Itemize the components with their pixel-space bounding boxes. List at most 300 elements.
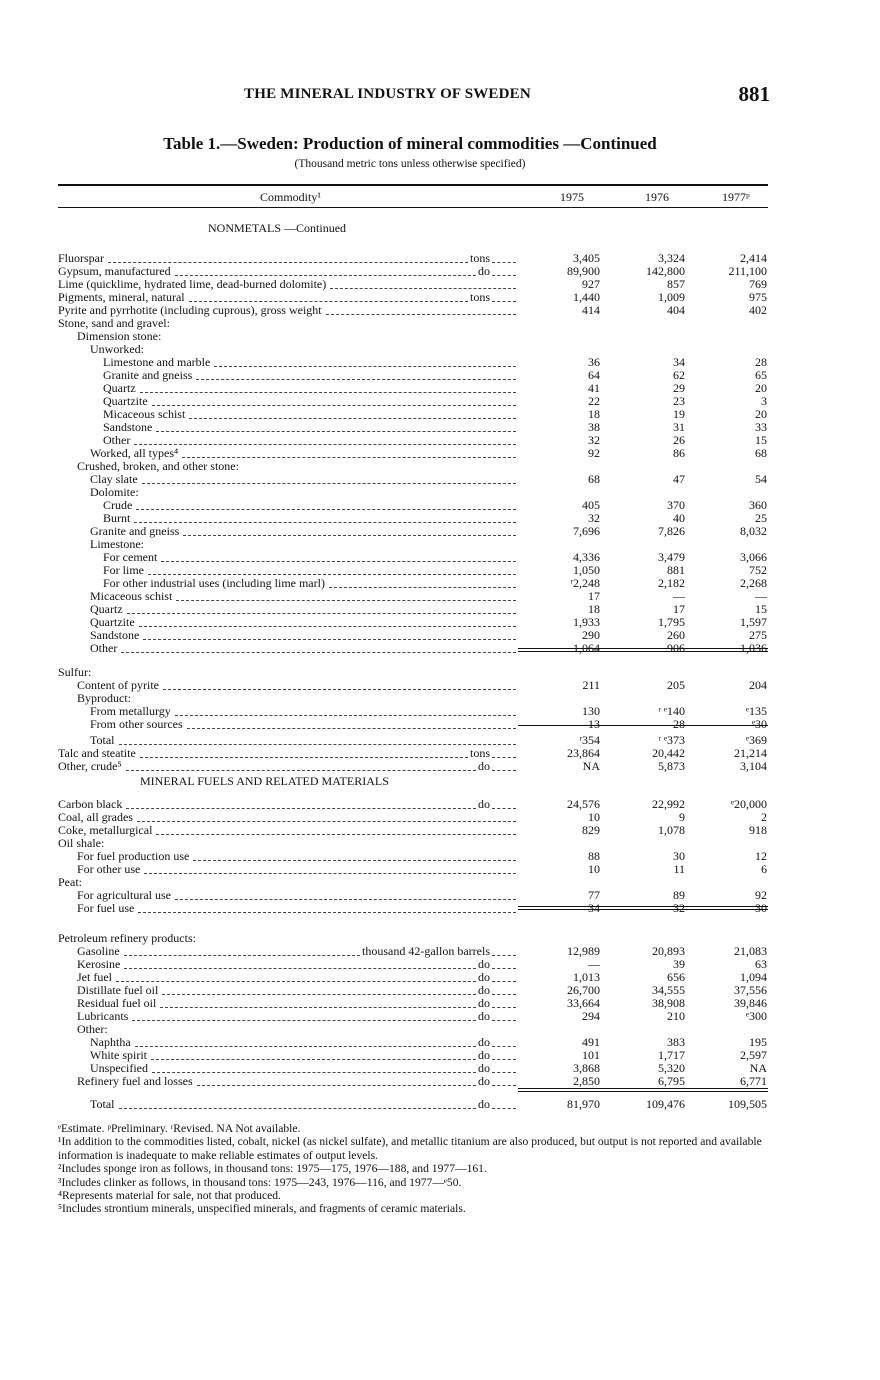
row-label: NONMETALS —Continued xyxy=(208,221,347,235)
cell-1975: 1,933 xyxy=(573,615,600,629)
dot-leader xyxy=(182,457,516,458)
cell-1977: 360 xyxy=(749,498,767,512)
section-heading xyxy=(0,775,880,788)
row-label: Granite and gneiss xyxy=(90,524,180,538)
cell-1976: 1,795 xyxy=(658,615,685,629)
cell-1975: 34 xyxy=(588,901,600,915)
row-label: Stone, sand and gravel: xyxy=(58,316,170,330)
cell-1977: 402 xyxy=(749,303,767,317)
dot-leader xyxy=(214,366,516,367)
dot-leader xyxy=(156,431,516,432)
column-header-1975: 1975 xyxy=(560,190,584,204)
row-unit: tons xyxy=(469,746,490,760)
cell-1975: ʳ354 xyxy=(579,733,600,747)
cell-1975: 32 xyxy=(588,511,600,525)
footnote-1: ¹In addition to the commodities listed, cobalt, nickel (as nickel sulfate), and metallic titanium are also produced, but output is not reported and available information is inadequate to make reliable estimates of output levels. xyxy=(58,1135,762,1162)
row-label: Micaceous schist xyxy=(90,589,173,603)
cell-1975: 294 xyxy=(582,1009,600,1023)
group-heading xyxy=(0,486,880,499)
cell-1977: 15 xyxy=(755,433,767,447)
dot-leader xyxy=(108,262,468,263)
footnote-3: ³Includes clinker as follows, in thousand tons: 1975—243, 1976—116, and 1977—ᵉ50. xyxy=(58,1175,462,1189)
cell-1976: 28 xyxy=(673,717,685,731)
dot-leader xyxy=(135,1046,476,1047)
dot-leader xyxy=(492,808,516,809)
dot-leader xyxy=(492,770,516,771)
row-label: Pyrite and pyrrhotite (including cuprous), gross weight xyxy=(58,303,322,317)
dot-leader xyxy=(492,275,516,276)
cell-1976: 89 xyxy=(673,888,685,902)
cell-1975: 88 xyxy=(588,849,600,863)
cell-1976: 404 xyxy=(667,303,685,317)
cell-1976: 3,479 xyxy=(658,550,685,564)
table-row xyxy=(0,760,880,773)
row-unit: do xyxy=(478,797,490,811)
dot-leader xyxy=(134,444,516,445)
cell-1975: 18 xyxy=(588,407,600,421)
footnote-2: ²Includes sponge iron as follows, in thousand tons: 1975—175, 1976—188, and 1977—161. xyxy=(58,1162,487,1176)
row-label: Petroleum refinery products: xyxy=(58,931,196,945)
dot-leader xyxy=(492,1108,516,1109)
dot-leader xyxy=(176,600,516,601)
cell-1975: 491 xyxy=(582,1035,600,1049)
total-rule xyxy=(518,725,768,726)
row-label: Coal, all grades xyxy=(58,810,133,824)
cell-1976: 5,320 xyxy=(658,1061,685,1075)
cell-1977: 65 xyxy=(755,368,767,382)
row-label: Quartzite xyxy=(103,394,148,408)
cell-1977: 109,505 xyxy=(728,1097,767,1111)
cell-1977: 3 xyxy=(761,394,767,408)
cell-1975: 3,868 xyxy=(573,1061,600,1075)
table-row xyxy=(0,945,880,958)
cell-1977: 21,083 xyxy=(734,944,767,958)
row-label: Carbon black xyxy=(58,797,123,811)
cell-1977: 2 xyxy=(761,810,767,824)
dot-leader xyxy=(156,834,516,835)
cell-1976: 7,826 xyxy=(658,524,685,538)
cell-1977: 8,032 xyxy=(740,524,767,538)
cell-1976: 1,078 xyxy=(658,823,685,837)
row-label: From metallurgy xyxy=(90,704,171,718)
cell-1976: 19 xyxy=(673,407,685,421)
section-heading xyxy=(0,222,880,235)
dot-leader xyxy=(197,1085,476,1086)
cell-1976: 656 xyxy=(667,970,685,984)
cell-1977: 211,100 xyxy=(728,264,767,278)
cell-1977: 2,414 xyxy=(740,251,767,265)
dot-leader xyxy=(126,770,476,771)
dot-leader xyxy=(492,1072,516,1073)
dot-leader xyxy=(492,1046,516,1047)
cell-1976: 210 xyxy=(667,1009,685,1023)
cell-1976: 20,442 xyxy=(652,746,685,760)
row-label: Peat: xyxy=(58,875,82,889)
cell-1976: 20,893 xyxy=(652,944,685,958)
row-label: Jet fuel xyxy=(77,970,112,984)
row-label: Clay slate xyxy=(90,472,138,486)
dot-leader xyxy=(175,715,516,716)
dot-leader xyxy=(193,860,516,861)
table-row xyxy=(0,679,880,692)
cell-1977: NA xyxy=(749,1061,767,1075)
row-label: Micaceous schist xyxy=(103,407,186,421)
dot-leader xyxy=(119,744,517,745)
row-label: Limestone: xyxy=(90,537,144,551)
cell-1975: 414 xyxy=(582,303,600,317)
row-label: Granite and gneiss xyxy=(103,368,193,382)
cell-1976: 29 xyxy=(673,381,685,395)
cell-1977: 28 xyxy=(755,355,767,369)
dot-leader xyxy=(492,262,516,263)
table-row xyxy=(0,499,880,512)
cell-1977: 275 xyxy=(749,628,767,642)
dot-leader xyxy=(189,418,516,419)
cell-1975: 24,576 xyxy=(567,797,600,811)
row-label: Byproduct: xyxy=(77,691,131,705)
table-row xyxy=(0,1075,880,1088)
cell-1976: 39 xyxy=(673,957,685,971)
row-label: Lime (quicklime, hydrated lime, dead-burned dolomite) xyxy=(58,277,327,291)
dot-leader xyxy=(326,314,516,315)
row-label: Quartzite xyxy=(90,615,135,629)
dot-leader xyxy=(124,968,476,969)
table-row xyxy=(0,1010,880,1023)
cell-1977: 6,771 xyxy=(740,1074,767,1088)
dot-leader xyxy=(143,639,516,640)
cell-1976: 1,009 xyxy=(658,290,685,304)
cell-1976: 32 xyxy=(673,901,685,915)
dot-leader xyxy=(492,1085,516,1086)
dot-leader xyxy=(492,981,516,982)
table-row xyxy=(0,863,880,876)
row-label: Talc and steatite xyxy=(58,746,136,760)
cell-1976: 5,873 xyxy=(658,759,685,773)
dot-leader xyxy=(160,1007,476,1008)
cell-1977: 54 xyxy=(755,472,767,486)
row-label: Worked, all types⁴ xyxy=(90,446,179,460)
cell-1975: 1,050 xyxy=(573,563,600,577)
running-title: THE MINERAL INDUSTRY OF SWEDEN xyxy=(244,86,531,102)
cell-1975: 77 xyxy=(588,888,600,902)
cell-1975: 68 xyxy=(588,472,600,486)
dot-leader xyxy=(137,821,516,822)
row-label: For fuel production use xyxy=(77,849,190,863)
cell-1975: 7,696 xyxy=(573,524,600,538)
cell-1977: 92 xyxy=(755,888,767,902)
row-label: Crude xyxy=(103,498,133,512)
cell-1975: 33,664 xyxy=(567,996,600,1010)
dot-leader xyxy=(127,613,516,614)
cell-1976: 38,908 xyxy=(652,996,685,1010)
total-rule xyxy=(518,909,768,910)
total-rule xyxy=(518,1088,768,1089)
dot-leader xyxy=(139,626,516,627)
cell-1977: 20 xyxy=(755,407,767,421)
row-label: Other xyxy=(90,641,118,655)
cell-1977: 1,597 xyxy=(740,615,767,629)
row-label: Fluorspar xyxy=(58,251,104,265)
row-unit: do xyxy=(478,996,490,1010)
dot-leader xyxy=(151,1059,476,1060)
dot-leader xyxy=(132,1020,476,1021)
cell-1975: 1,064 xyxy=(573,641,600,655)
cell-1977: 918 xyxy=(749,823,767,837)
cell-1977: 6 xyxy=(761,862,767,876)
cell-1977: ᵉ30 xyxy=(751,717,767,731)
cell-1975: ʳ2,248 xyxy=(570,576,600,590)
dot-leader xyxy=(134,522,516,523)
dot-leader xyxy=(492,1059,516,1060)
row-label: For lime xyxy=(103,563,144,577)
row-label: From other sources xyxy=(90,717,183,731)
cell-1975: 38 xyxy=(588,420,600,434)
row-unit: do xyxy=(478,1048,490,1062)
cell-1976: 857 xyxy=(667,277,685,291)
cell-1976: 2,182 xyxy=(658,576,685,590)
cell-1976: 370 xyxy=(667,498,685,512)
row-label: Coke, metallurgical xyxy=(58,823,153,837)
cell-1975: — xyxy=(588,957,600,971)
row-unit: do xyxy=(478,983,490,997)
row-label: Distillate fuel oil xyxy=(77,983,159,997)
row-label: Burnt xyxy=(103,511,131,525)
row-unit: do xyxy=(478,759,490,773)
cell-1976: 1,717 xyxy=(658,1048,685,1062)
cell-1976: 881 xyxy=(667,563,685,577)
cell-1977: 3,066 xyxy=(740,550,767,564)
cell-1977: ᵉ369 xyxy=(745,733,767,747)
row-unit: tons xyxy=(469,290,490,304)
row-label: Kerosine xyxy=(77,957,121,971)
dot-leader xyxy=(196,379,516,380)
dot-leader xyxy=(126,808,476,809)
dot-leader xyxy=(161,561,516,562)
column-header-1977: 1977ᵖ xyxy=(722,190,750,204)
dot-leader xyxy=(142,483,516,484)
cell-1977: 204 xyxy=(749,678,767,692)
cell-1975: 4,336 xyxy=(573,550,600,564)
total-rule xyxy=(518,906,768,907)
row-label: Dimension stone: xyxy=(77,329,162,343)
cell-1975: 64 xyxy=(588,368,600,382)
cell-1975: 290 xyxy=(582,628,600,642)
row-label: Gasoline xyxy=(77,944,120,958)
cell-1977: ᵉ20,000 xyxy=(730,797,767,811)
dot-leader xyxy=(492,994,516,995)
dot-leader xyxy=(183,535,516,536)
cell-1976: 40 xyxy=(673,511,685,525)
cell-1977: 25 xyxy=(755,511,767,525)
cell-1977: 30 xyxy=(755,901,767,915)
cell-1976: 22,992 xyxy=(652,797,685,811)
cell-1977: 195 xyxy=(749,1035,767,1049)
cell-1977: 68 xyxy=(755,446,767,460)
dot-leader xyxy=(144,873,516,874)
dot-leader xyxy=(140,392,516,393)
row-label: Pigments, mineral, natural xyxy=(58,290,185,304)
page-number: 881 xyxy=(738,82,770,106)
cell-1976: 205 xyxy=(667,678,685,692)
cell-1975: 1,013 xyxy=(573,970,600,984)
row-unit: do xyxy=(478,264,490,278)
row-unit: do xyxy=(478,1097,490,1111)
row-label: Residual fuel oil xyxy=(77,996,157,1010)
cell-1975: 36 xyxy=(588,355,600,369)
cell-1975: 17 xyxy=(588,589,600,603)
cell-1975: 829 xyxy=(582,823,600,837)
cell-1977: ᵉ135 xyxy=(745,704,767,718)
dot-leader xyxy=(119,1108,477,1109)
column-header-1976: 1976 xyxy=(645,190,669,204)
row-label: Oil shale: xyxy=(58,836,105,850)
row-label: MINERAL FUELS AND RELATED MATERIALS xyxy=(140,774,389,788)
cell-1976: 383 xyxy=(667,1035,685,1049)
cell-1977: — xyxy=(755,589,767,603)
cell-1976: 34,555 xyxy=(652,983,685,997)
dot-leader xyxy=(121,652,516,653)
dot-leader xyxy=(162,994,476,995)
cell-1976: 9 xyxy=(679,810,685,824)
cell-1976: 17 xyxy=(673,602,685,616)
row-unit: thousand 42-gallon barrels xyxy=(362,944,490,958)
cell-1977: 1,094 xyxy=(740,970,767,984)
row-label: White spirit xyxy=(90,1048,147,1062)
row-label: For cement xyxy=(103,550,158,564)
dot-leader xyxy=(116,981,476,982)
row-label: Dolomite: xyxy=(90,485,139,499)
cell-1975: 10 xyxy=(588,862,600,876)
dot-leader xyxy=(492,955,516,956)
cell-1976: ʳ ᵉ140 xyxy=(658,704,685,718)
row-label: For other use xyxy=(77,862,141,876)
cell-1975: NA xyxy=(582,759,600,773)
dot-leader xyxy=(492,1007,516,1008)
dot-leader xyxy=(175,899,516,900)
cell-1976: ʳ ᵉ373 xyxy=(658,733,685,747)
dot-leader xyxy=(175,275,476,276)
dot-leader xyxy=(138,912,516,913)
total-rule xyxy=(518,1091,768,1092)
cell-1976: 142,800 xyxy=(646,264,685,278)
dot-leader xyxy=(189,301,468,302)
table-row xyxy=(0,590,880,603)
cell-1975: 41 xyxy=(588,381,600,395)
row-unit: do xyxy=(478,957,490,971)
cell-1977: 975 xyxy=(749,290,767,304)
table-row xyxy=(0,421,880,434)
dot-leader xyxy=(492,757,516,758)
row-unit: do xyxy=(478,1074,490,1088)
cell-1977: 15 xyxy=(755,602,767,616)
cell-1977: 2,268 xyxy=(740,576,767,590)
cell-1976: 3,324 xyxy=(658,251,685,265)
cell-1976: 23 xyxy=(673,394,685,408)
cell-1976: 34 xyxy=(673,355,685,369)
cell-1976: — xyxy=(673,589,685,603)
total-rule xyxy=(518,651,768,652)
table-row xyxy=(0,824,880,837)
row-label: For fuel use xyxy=(77,901,135,915)
row-label: Naphtha xyxy=(90,1035,131,1049)
row-unit: do xyxy=(478,970,490,984)
cell-1975: 101 xyxy=(582,1048,600,1062)
cell-1977: 20 xyxy=(755,381,767,395)
table-subtitle: (Thousand metric tons unless otherwise specified) xyxy=(294,158,526,170)
row-label: Lubricants xyxy=(77,1009,129,1023)
row-label: Quartz xyxy=(90,602,123,616)
row-unit: tons xyxy=(469,251,490,265)
cell-1977: 33 xyxy=(755,420,767,434)
cell-1975: 1,440 xyxy=(573,290,600,304)
dot-leader xyxy=(136,509,516,510)
cell-1977: 63 xyxy=(755,957,767,971)
row-label: Other, crude⁵ xyxy=(58,759,122,773)
cell-1975: 211 xyxy=(582,678,600,692)
cell-1976: 62 xyxy=(673,368,685,382)
group-heading xyxy=(0,1023,880,1036)
cell-1975: 89,900 xyxy=(567,264,600,278)
cell-1975: 927 xyxy=(582,277,600,291)
table-header-rule xyxy=(58,207,768,208)
row-label: Gypsum, manufactured xyxy=(58,264,171,278)
row-label: Other xyxy=(103,433,131,447)
row-label: Total xyxy=(90,1097,115,1111)
cell-1977: 752 xyxy=(749,563,767,577)
cell-1975: 26,700 xyxy=(567,983,600,997)
cell-1976: 11 xyxy=(673,862,685,876)
cell-1976: 86 xyxy=(673,446,685,460)
dot-leader xyxy=(148,574,516,575)
cell-1977: 37,556 xyxy=(734,983,767,997)
row-label: Quartz xyxy=(103,381,136,395)
dot-leader xyxy=(329,587,516,588)
row-label: Sandstone xyxy=(90,628,140,642)
dot-leader xyxy=(187,728,516,729)
table-top-rule xyxy=(58,184,768,186)
cell-1975: 12,989 xyxy=(567,944,600,958)
cell-1975: 13 xyxy=(588,717,600,731)
footnotes xyxy=(58,1122,770,1216)
cell-1976: 30 xyxy=(673,849,685,863)
cell-1975: 2,850 xyxy=(573,1074,600,1088)
cell-1976: 26 xyxy=(673,433,685,447)
cell-1976: 31 xyxy=(673,420,685,434)
cell-1975: 32 xyxy=(588,433,600,447)
cell-1977: 12 xyxy=(755,849,767,863)
cell-1976: 47 xyxy=(673,472,685,486)
row-label: Content of pyrite xyxy=(77,678,159,692)
cell-1976: 109,476 xyxy=(646,1097,685,1111)
cell-1975: 18 xyxy=(588,602,600,616)
row-label: Refinery fuel and losses xyxy=(77,1074,193,1088)
row-label: Unworked: xyxy=(90,342,144,356)
footnote-4: ⁴Represents material for sale, not that produced. xyxy=(58,1189,281,1203)
cell-1977: 2,597 xyxy=(740,1048,767,1062)
table-title: Table 1.—Sweden: Production of mineral commodities —Continued xyxy=(163,134,657,153)
dot-leader xyxy=(152,1072,476,1073)
row-label: Sulfur: xyxy=(58,665,92,679)
cell-1975: 10 xyxy=(588,810,600,824)
row-unit: do xyxy=(478,1061,490,1075)
cell-1976: 906 xyxy=(667,641,685,655)
cell-1977: 3,104 xyxy=(740,759,767,773)
dot-leader xyxy=(492,301,516,302)
cell-1975: 92 xyxy=(588,446,600,460)
row-unit: do xyxy=(478,1009,490,1023)
cell-1976: 260 xyxy=(667,628,685,642)
cell-1977: 39,846 xyxy=(734,996,767,1010)
